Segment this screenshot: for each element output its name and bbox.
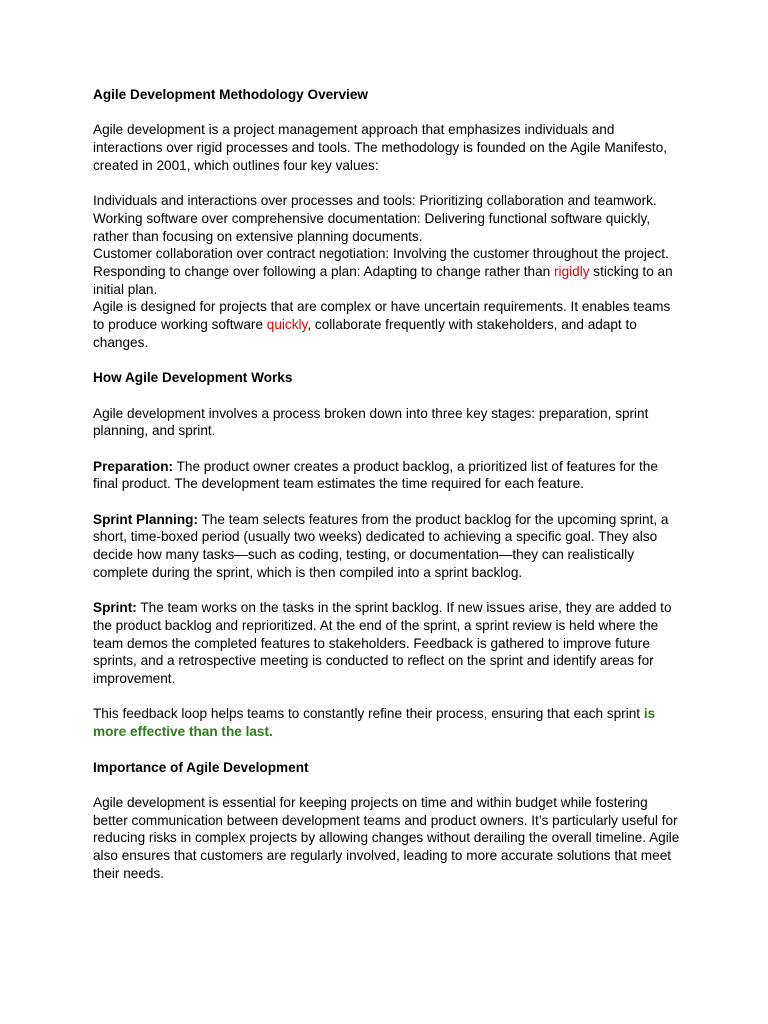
stage-sprint xyxy=(93,599,683,688)
document-body xyxy=(93,86,683,900)
stage-sprint-planning-text: The team selects features from the product backlog for the upcoming sprint, a short, time-boxed period (usually two weeks) dedicated to achieving a specific goal. They also decide how many tasks—such as coding, testing, or documentation—they can realistically complete during the sprint, which is then compiled into a sprint backlog. xyxy=(93,511,669,580)
stage-preparation-text: The product owner creates a product backlog, a prioritized list of features for the final product. The development team estimates the time required for each feature. xyxy=(93,458,658,492)
highlight-more-effective: is more effective than the last. xyxy=(93,706,656,740)
highlight-rigidly: rigidly xyxy=(554,264,590,279)
stage-sprint-term: Sprint: xyxy=(93,600,137,616)
value-item-4-text-before: Responding to change over following a plan: Adapting to change rather than xyxy=(93,264,555,279)
document-title: Agile Development Methodology Overview xyxy=(93,87,368,102)
stage-sprint-planning-term: Sprint Planning: xyxy=(93,511,198,527)
agile-design-paragraph xyxy=(93,298,683,351)
value-item-4-text-after: sticking to an initial plan. xyxy=(93,264,673,297)
feedback-text-before: This feedback loop helps teams to constantly refine their process, ensuring that each sprint xyxy=(93,706,644,722)
value-item-2: Working software over comprehensive documentation: Delivering functional software quickly, rather than focusing on extensive planning documents. xyxy=(93,210,651,244)
value-item-3: Customer collaboration over contract negotiation: Involving the customer throughout the project. xyxy=(93,246,669,262)
stage-preparation xyxy=(93,458,683,493)
value-item-4 xyxy=(93,263,683,298)
agile-design-text-before: Agile is designed for projects that are complex or have uncertain requirements. It enables teams to produce working software xyxy=(93,299,671,333)
feedback-paragraph xyxy=(93,705,683,740)
stage-sprint-planning xyxy=(93,511,683,582)
agile-design-text-after: , collaborate frequently with stakeholders, and adapt to changes. xyxy=(93,317,637,350)
importance-heading: Importance of Agile Development xyxy=(93,759,309,775)
importance-paragraph: Agile development is essential for keeping projects on time and within budget while fostering better communication between development teams and product owners. It’s particularly useful for reducing risks in complex projects by allowing changes without derailing the overall timeline. Agile also ensures that customers are regularly involved, leading to more accurate solutions that meet their needs. xyxy=(93,794,680,881)
highlight-quickly: quickly xyxy=(266,317,308,333)
how-agile-works-heading: How Agile Development Works xyxy=(93,370,293,386)
intro-paragraph: Agile development is a project management approach that emphasizes individuals and interactions over rigid processes and tools. The methodology is founded on the Agile Manifesto, created in 2001, which outlines four key values: xyxy=(93,122,668,173)
how-agile-works-intro: Agile development involves a process broken down into three key stages: preparation, sprint planning, and sprint. xyxy=(93,405,649,439)
value-item-1: Individuals and interactions over processes and tools: Prioritizing collaboration and teamwork. xyxy=(93,193,657,209)
stage-preparation-term: Preparation: xyxy=(93,458,174,474)
stage-sprint-text: The team works on the tasks in the sprint backlog. If new issues arise, they are added to the product backlog and reprioritized. At the end of the sprint, a sprint review is held where the team demos the completed features to stakeholders. Feedback is gathered to improve future sprints, and a retrospective meeting is conducted to reflect on the sprint and identify areas for improvement. xyxy=(93,600,672,687)
